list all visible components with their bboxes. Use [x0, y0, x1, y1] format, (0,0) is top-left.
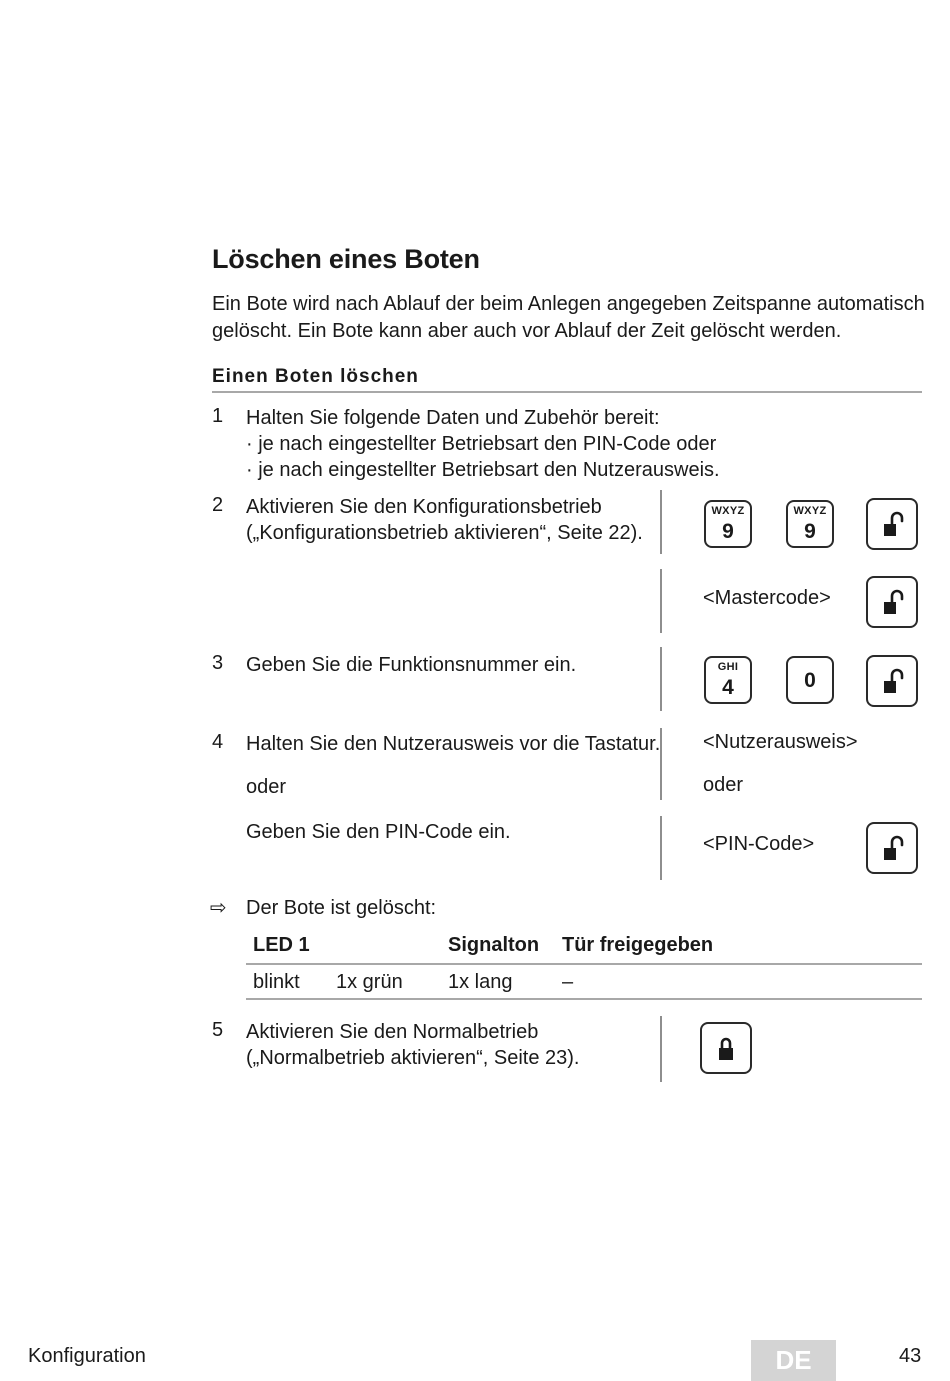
table-header: Signalton [448, 934, 540, 956]
key-digit: 4 [722, 676, 734, 699]
language-badge: DE [751, 1340, 836, 1381]
step-number: 2 [212, 494, 224, 516]
intro-paragraph [212, 291, 927, 344]
key-9 [786, 500, 834, 548]
pin-code-label: <PIN-Code> [703, 833, 815, 855]
page-number: 43 [899, 1345, 922, 1367]
key-0 [786, 656, 834, 704]
step-number: 1 [212, 405, 224, 427]
step-line: („Normalbetrieb aktivieren“, Seite 23). [246, 1047, 580, 1069]
step-divider [660, 1016, 662, 1082]
key-digit: 0 [804, 669, 816, 692]
or-label: oder [246, 776, 287, 798]
section-heading: Einen Boten löschen [212, 366, 419, 387]
key-letters: GHI [717, 661, 739, 673]
open-padlock-icon [868, 824, 916, 872]
step-line: („Konfigurationsbetrieb aktivieren“, Seite 22). [246, 522, 643, 544]
step-divider [660, 816, 662, 880]
key-9 [704, 500, 752, 548]
table-rule [246, 998, 922, 1000]
page-title: Löschen eines Boten [212, 244, 480, 274]
section-rule [212, 391, 922, 393]
bullet-item: · je nach eingestellter Betriebsart den PIN-Code oder [246, 433, 717, 455]
step-line: Aktivieren Sie den Normalbetrieb [246, 1021, 539, 1043]
step-line: Halten Sie folgende Daten und Zubehör bereit: [246, 407, 660, 429]
step-line: Halten Sie den Nutzerausweis vor die Tastatur. [246, 733, 661, 755]
open-padlock-icon [868, 578, 916, 626]
unlock-key [866, 576, 918, 628]
footer-section: Konfiguration [28, 1345, 146, 1367]
table-rule [246, 963, 922, 965]
result-arrow-icon: ⇨ [210, 897, 227, 919]
step-divider [660, 728, 662, 800]
step-line: Geben Sie den PIN-Code ein. [246, 821, 511, 843]
intro-line: gelöscht. Ein Bote kann aber auch vor Ablauf der Zeit gelöscht werden. [212, 319, 842, 342]
table-cell: – [562, 971, 574, 993]
table-cell: 1x lang [448, 971, 513, 993]
step-line: Aktivieren Sie den Konfigurationsbetrieb [246, 496, 602, 518]
lock-key [700, 1022, 752, 1074]
nutzerausweis-label: <Nutzerausweis> [703, 731, 858, 753]
step-number: 5 [212, 1019, 224, 1041]
table-header: LED 1 [253, 934, 310, 956]
step-line: Geben Sie die Funktionsnummer ein. [246, 654, 577, 676]
step-number: 3 [212, 652, 224, 674]
key-4 [704, 656, 752, 704]
table-header: Tür freigegeben [562, 934, 714, 956]
step-divider [660, 569, 662, 633]
unlock-key [866, 655, 918, 707]
step-5-text [246, 1019, 579, 1071]
open-padlock-icon [868, 657, 916, 705]
key-letters: WXYZ [793, 505, 827, 517]
open-padlock-icon [868, 500, 916, 548]
key-digit: 9 [722, 520, 734, 543]
intro-line: Ein Bote wird nach Ablauf der beim Anlegen angegeben Zeitspanne automatisch [212, 293, 925, 315]
result-text: Der Bote ist gelöscht: [246, 897, 437, 919]
step-divider [660, 647, 662, 711]
closed-padlock-icon [702, 1024, 750, 1072]
unlock-key [866, 822, 918, 874]
table-cell: blinkt [253, 971, 300, 993]
table-cell: 1x grün [336, 971, 403, 993]
mastercode-label: <Mastercode> [703, 587, 831, 609]
step-divider [660, 490, 662, 554]
bullet-item: · je nach eingestellter Betriebsart den Nutzerausweis. [246, 459, 720, 481]
key-digit: 9 [804, 520, 816, 543]
unlock-key [866, 498, 918, 550]
step-number: 4 [212, 731, 224, 753]
step-1-text [246, 405, 720, 483]
key-letters: WXYZ [711, 505, 745, 517]
or-label: oder [703, 774, 744, 796]
step-2-text [246, 494, 643, 546]
